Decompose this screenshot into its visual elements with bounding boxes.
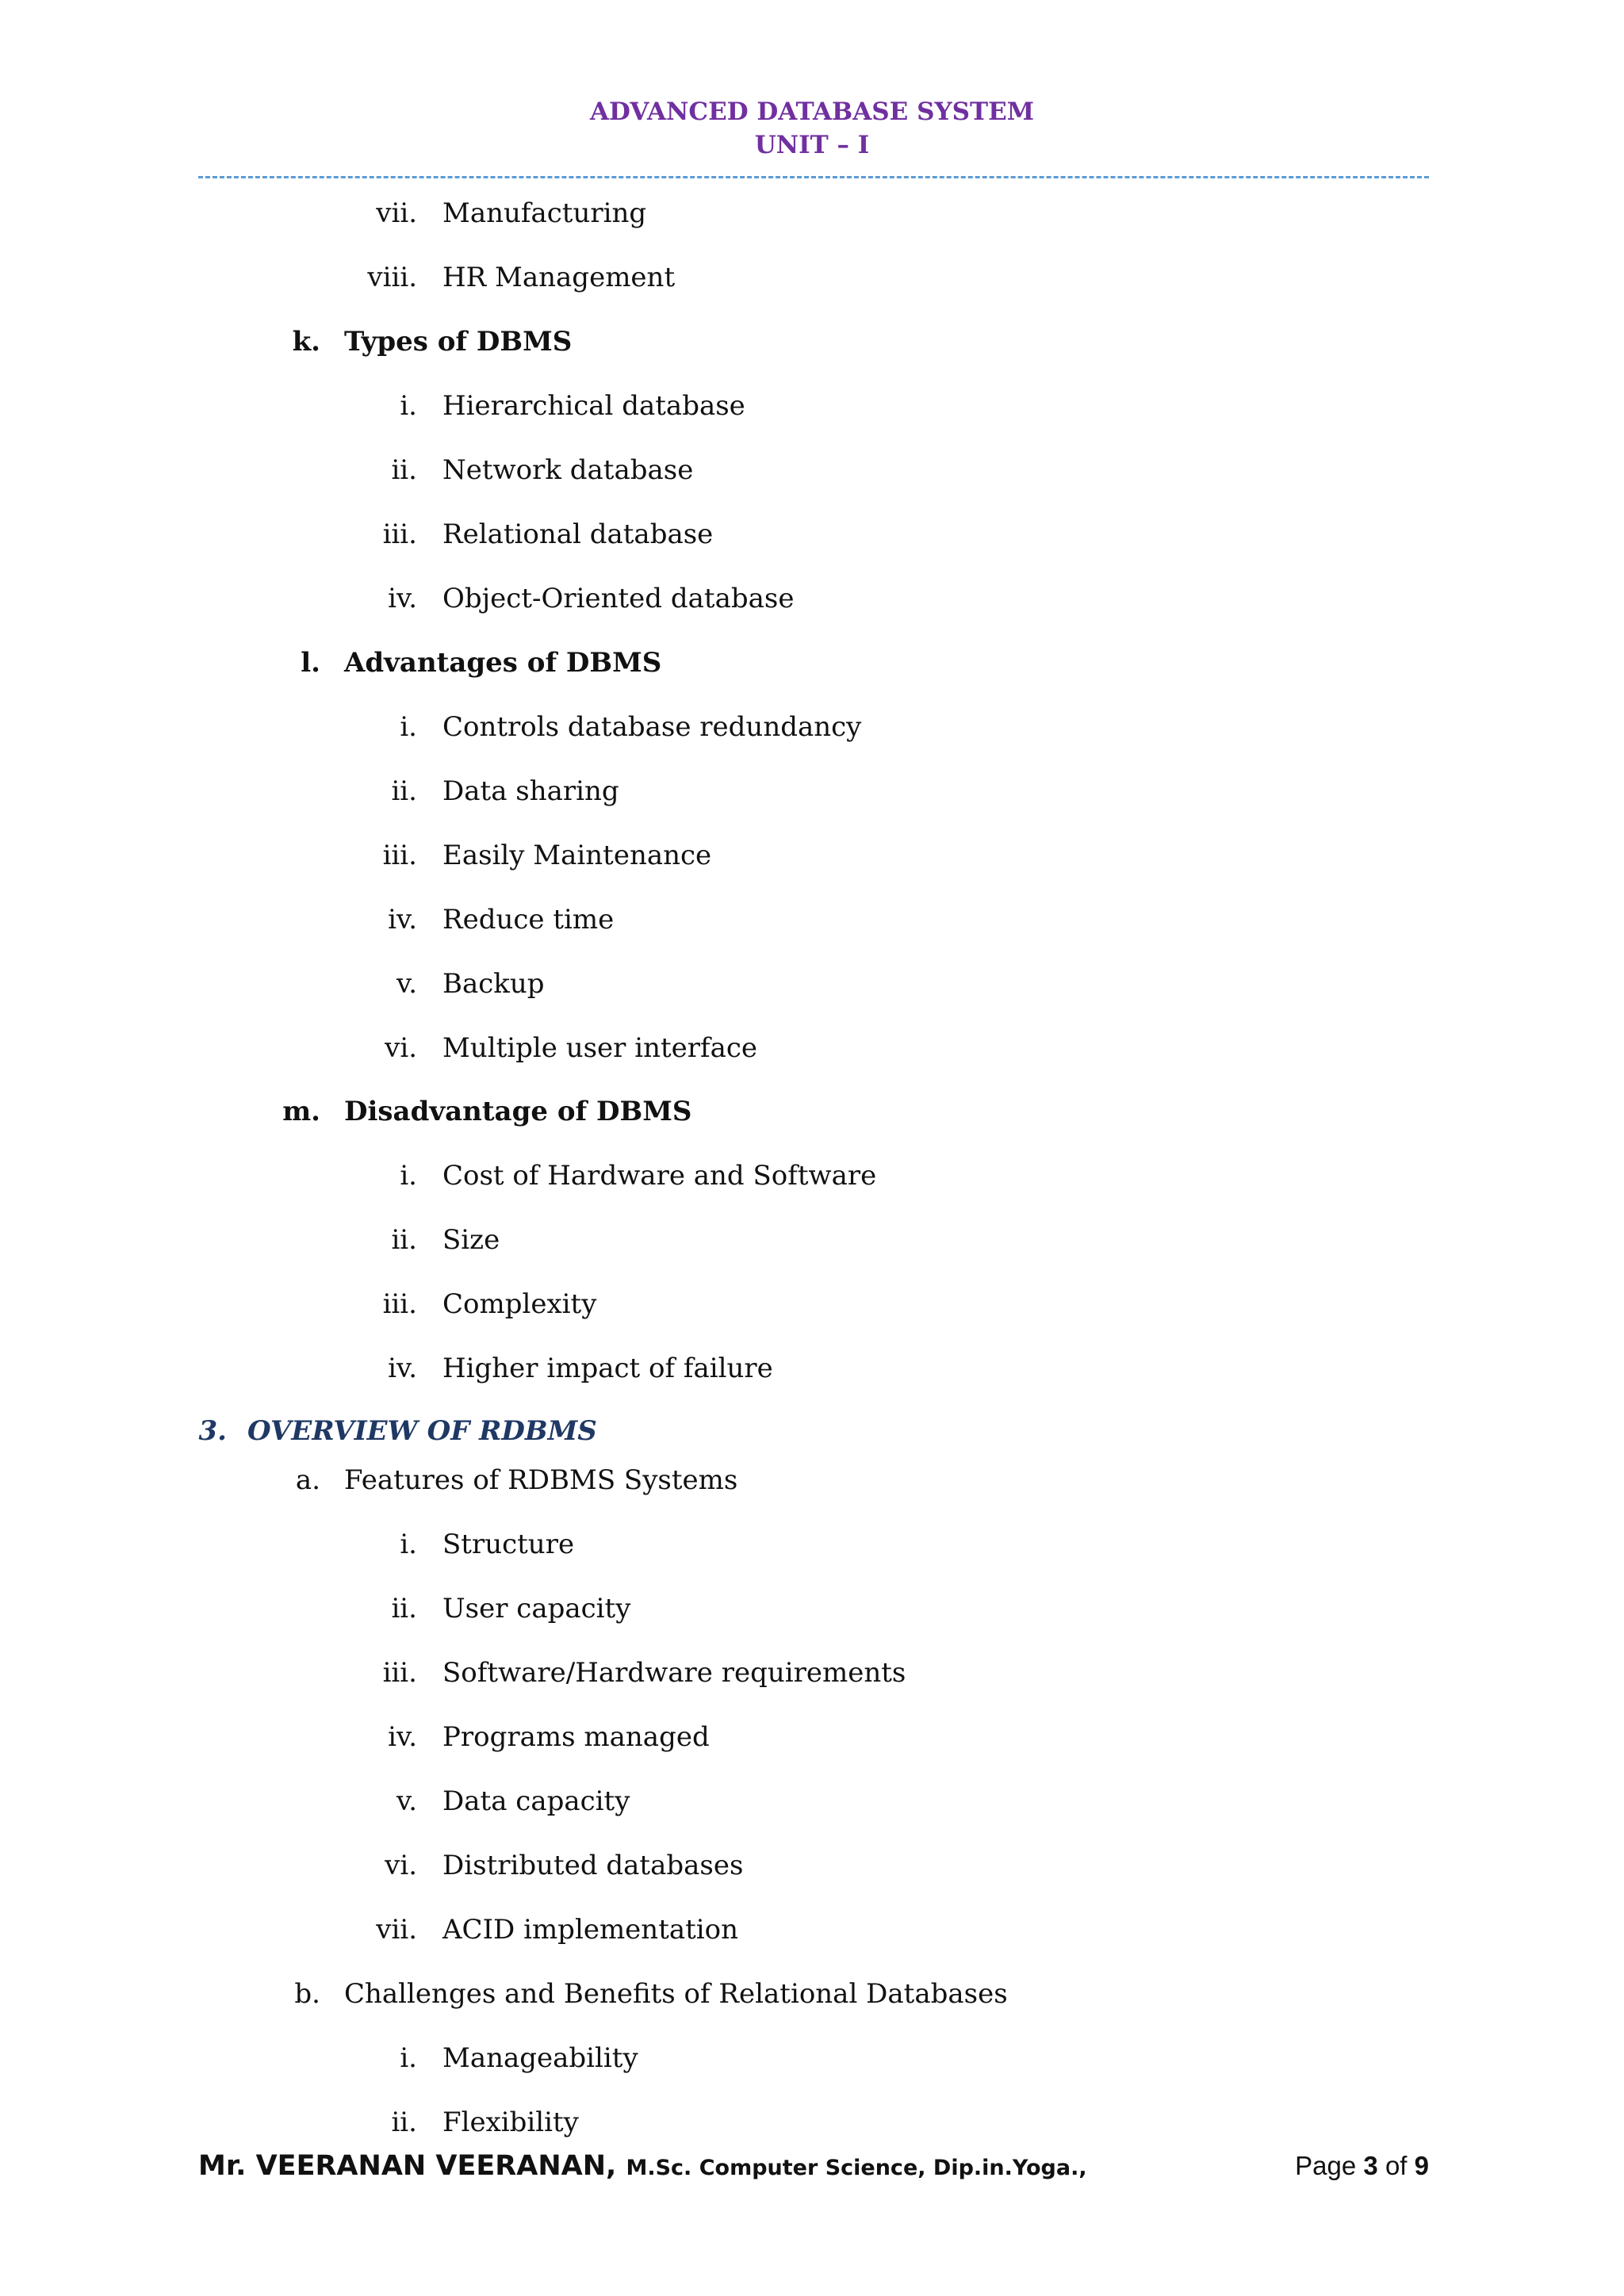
footer-author [198, 2147, 1087, 2185]
page-number: Page 3 of 9 [1295, 2151, 1429, 2180]
document-title: ADVANCED DATABASE SYSTEM [589, 98, 1035, 126]
author-qualifications: M.Sc. Computer Science, Dip.in.Yoga., [626, 2156, 1087, 2180]
unit-label: UNIT – I [754, 131, 870, 159]
author-name: Mr. VEERANAN VEERANAN, [198, 2150, 617, 2182]
header-divider [198, 176, 1429, 178]
